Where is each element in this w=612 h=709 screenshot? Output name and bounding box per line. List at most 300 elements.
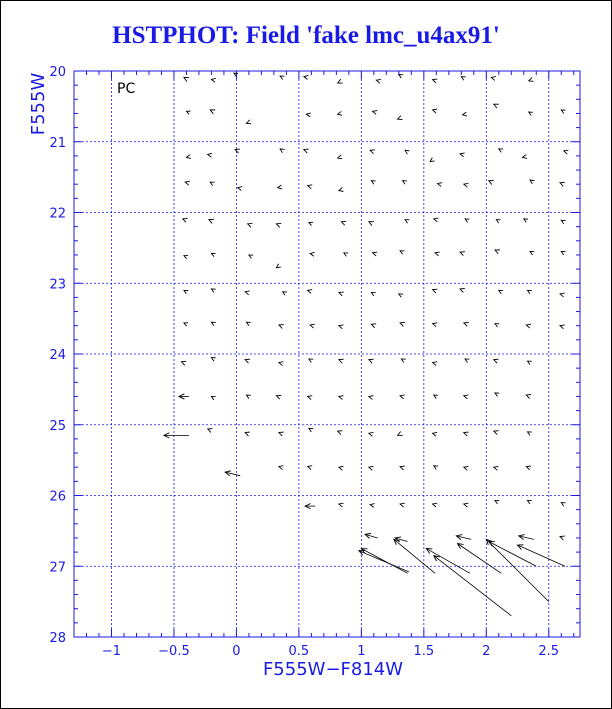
vector-head: [279, 362, 284, 366]
vector-head: [438, 183, 443, 187]
offset-vector: [185, 181, 190, 185]
vector-head: [464, 395, 469, 399]
vector-head: [494, 431, 499, 435]
offset-vector: [208, 429, 213, 433]
offset-vector: [238, 187, 242, 191]
vector-head: [339, 325, 344, 329]
vector-head: [561, 503, 565, 507]
offset-vector: [464, 183, 469, 187]
offset-vector: [496, 220, 500, 224]
offset-vector: [308, 290, 313, 294]
vector-head: [524, 219, 528, 223]
offset-vector: [561, 110, 565, 114]
vector-head: [339, 187, 344, 191]
offset-vector: [276, 264, 280, 268]
vector-head: [245, 432, 250, 436]
vector-head: [339, 396, 344, 400]
offset-vector: [246, 395, 250, 399]
vector-head: [528, 290, 532, 294]
offset-vector: [245, 291, 250, 295]
vector-head: [184, 290, 188, 294]
offset-vector: [371, 324, 376, 328]
offset-vector: [564, 150, 569, 154]
y-tick-label: 22: [49, 206, 66, 222]
offset-vector: [495, 393, 499, 397]
vector-head: [276, 223, 281, 227]
offset-vector: [526, 395, 531, 399]
vector-head: [370, 150, 375, 154]
vector-head: [209, 220, 214, 224]
offset-vector: [279, 432, 284, 436]
offset-vector: [211, 253, 215, 256]
vector-head: [184, 256, 188, 259]
chart-title: HSTPHOT: Field 'fake lmc_u4ax91': [112, 22, 500, 49]
vector-head: [523, 155, 527, 159]
vector-head: [433, 362, 438, 366]
grid-lines: [74, 71, 580, 637]
offset-vector: [341, 221, 346, 225]
vector-head: [433, 503, 438, 507]
vector-head: [249, 255, 253, 259]
offset-vector: [464, 466, 469, 470]
offset-vector: [426, 549, 470, 574]
offset-vector: [465, 219, 469, 223]
vector-head: [494, 104, 499, 108]
vector-head: [279, 466, 284, 470]
vector-head: [186, 111, 190, 114]
offset-vector: [400, 466, 405, 470]
offset-vector: [276, 223, 281, 227]
vector-head: [371, 324, 376, 328]
vector-head: [494, 466, 499, 470]
vector-head: [369, 359, 374, 363]
vector-head: [211, 396, 215, 400]
offset-vector: [530, 251, 534, 255]
vector-head: [308, 290, 313, 294]
offset-vector: [499, 149, 503, 153]
offset-vector: [310, 324, 315, 328]
y-tick-label: 25: [49, 418, 66, 434]
vector-head: [338, 155, 343, 159]
vector-head: [304, 75, 308, 79]
vector-head: [494, 359, 499, 363]
offset-vector: [398, 116, 403, 120]
vector-head: [211, 322, 215, 326]
vector-head: [308, 466, 313, 470]
vector-head: [433, 289, 438, 293]
offset-vector: [434, 466, 438, 470]
offset-vector: [395, 537, 407, 542]
x-tick-label: 2.5: [538, 644, 560, 659]
offset-vector: [528, 432, 532, 436]
offset-vector: [405, 220, 409, 224]
offset-vector: [304, 75, 308, 79]
vector-head: [403, 181, 407, 185]
chip-label: PC: [117, 81, 136, 97]
offset-vector: [245, 432, 250, 436]
vector-head: [376, 79, 381, 83]
offset-vectors: [164, 73, 568, 616]
offset-vector: [495, 324, 499, 328]
x-tick-label: 1.5: [413, 644, 435, 659]
vector-head: [211, 289, 215, 293]
vector-shaft: [361, 549, 407, 574]
offset-vector: [338, 79, 343, 83]
offset-vector: [495, 500, 499, 504]
offset-vector: [430, 158, 434, 162]
vector-head: [245, 291, 250, 295]
offset-vector: [309, 428, 313, 432]
vector-head: [339, 466, 344, 470]
vector-head: [208, 429, 213, 433]
vector-head: [499, 290, 503, 294]
vector-head: [373, 252, 378, 256]
offset-vector: [399, 75, 403, 79]
offset-vector: [245, 359, 250, 363]
offset-vector: [209, 220, 214, 224]
offset-vector: [338, 155, 343, 159]
vector-head: [310, 252, 314, 256]
offset-vector: [399, 294, 403, 298]
vector-head: [400, 503, 405, 507]
offset-vector: [405, 150, 409, 154]
vector-head: [405, 220, 409, 224]
offset-vector: [338, 111, 342, 115]
offset-vector: [400, 322, 405, 326]
offset-vector: [373, 252, 378, 256]
vector-head: [463, 112, 467, 116]
vector-head: [371, 292, 375, 296]
vector-head: [528, 500, 532, 504]
offset-vector: [519, 535, 534, 540]
vector-head: [245, 359, 250, 363]
vector-head: [369, 396, 374, 400]
offset-vector: [560, 293, 565, 297]
vector-head: [208, 153, 212, 157]
y-tick-label: 20: [49, 65, 66, 80]
offset-vector: [433, 503, 438, 507]
offset-vector: [400, 503, 405, 507]
x-tick-label: −1: [101, 644, 122, 659]
offset-vector: [305, 504, 315, 509]
vector-head: [283, 292, 287, 296]
offset-vector: [464, 322, 469, 326]
offset-vector: [433, 109, 438, 113]
offset-vector: [370, 150, 375, 154]
vector-head: [489, 181, 494, 185]
offset-vector: [276, 395, 281, 399]
vector-head: [279, 432, 284, 436]
offset-vector: [309, 359, 313, 363]
vector-head: [304, 149, 309, 153]
vector-head: [526, 395, 531, 399]
vector-head: [235, 149, 240, 153]
vector-head: [465, 359, 469, 363]
vector-head: [430, 158, 434, 162]
axes: [49, 65, 580, 659]
vector-head: [280, 76, 284, 80]
offset-vector: [499, 290, 503, 294]
vector-head: [339, 503, 344, 507]
vector-head: [461, 77, 465, 81]
vector-head: [491, 77, 496, 81]
offset-vector: [464, 432, 469, 436]
offset-vector: [434, 218, 439, 222]
offset-vector: [369, 396, 374, 400]
vector-head: [528, 361, 532, 365]
x-tick-label: 1: [357, 644, 366, 659]
offset-vector: [494, 359, 499, 363]
offset-vector: [434, 556, 511, 616]
offset-vector: [359, 550, 409, 572]
offset-vector: [456, 535, 471, 540]
offset-vector: [211, 322, 215, 326]
vector-head: [495, 250, 500, 254]
vector-head: [499, 149, 503, 153]
vector-head: [280, 149, 284, 153]
offset-vector: [339, 396, 344, 400]
x-tick-label: −0.5: [158, 644, 190, 659]
vector-head: [433, 79, 438, 83]
offset-vector: [560, 536, 565, 540]
offset-vector: [339, 466, 344, 470]
offset-vector: [461, 77, 465, 81]
vector-head: [308, 185, 313, 189]
vector-head: [561, 110, 565, 114]
offset-vector: [344, 253, 348, 257]
vector-head: [434, 395, 438, 399]
vector-head: [341, 221, 346, 225]
offset-vector: [486, 539, 548, 601]
vector-head: [464, 466, 469, 470]
vector-head: [211, 253, 215, 256]
offset-vector: [464, 395, 469, 399]
offset-vector: [434, 395, 438, 399]
offset-vector: [211, 396, 215, 400]
offset-vector: [308, 185, 313, 189]
offset-vector: [400, 395, 405, 399]
offset-vector: [373, 111, 378, 115]
vector-head: [308, 396, 313, 400]
x-axis-label: F555W−F814W: [262, 659, 404, 680]
offset-vector: [310, 252, 314, 256]
offset-vector: [438, 183, 443, 187]
offset-vector: [460, 252, 465, 256]
vector-head: [564, 150, 569, 154]
offset-vector: [184, 256, 188, 259]
offset-vector: [365, 533, 377, 538]
offset-vector: [211, 78, 215, 82]
vector-head: [210, 182, 214, 186]
vector-head: [309, 428, 313, 432]
offset-vector: [208, 153, 212, 157]
offset-vector: [279, 466, 284, 470]
offset-vector: [526, 324, 531, 328]
offset-vector: [304, 149, 309, 153]
vector-head: [401, 359, 405, 363]
vector-head: [433, 432, 438, 436]
offset-vector: [339, 325, 344, 329]
offset-vector: [523, 155, 527, 159]
offset-vector: [371, 292, 375, 296]
vector-head: [560, 293, 565, 297]
x-tick-label: 2: [482, 644, 491, 659]
offset-vector: [211, 289, 215, 293]
offset-vector: [489, 541, 536, 566]
vector-head: [434, 218, 439, 222]
offset-vector: [376, 79, 381, 83]
offset-vector: [400, 251, 404, 255]
offset-vector: [225, 471, 240, 476]
vector-head: [370, 504, 374, 508]
offset-vector: [309, 222, 313, 225]
y-tick-label: 21: [49, 135, 66, 151]
vector-head: [399, 75, 403, 79]
vector-head: [464, 322, 469, 326]
offset-vector: [249, 255, 253, 259]
offset-vector: [529, 77, 534, 81]
offset-vector: [433, 79, 438, 83]
offset-vector: [435, 252, 440, 256]
vector-head: [369, 466, 374, 470]
x-tick-label: 0: [232, 644, 241, 659]
offset-vector: [280, 149, 284, 153]
offset-vector: [371, 181, 375, 185]
offset-vector: [339, 503, 344, 507]
offset-vector: [369, 222, 374, 226]
vector-shaft: [518, 545, 565, 566]
vector-head: [526, 466, 531, 470]
offset-vector: [460, 288, 465, 292]
vector-head: [464, 503, 469, 507]
vector-shaft: [486, 539, 548, 601]
vector-head: [184, 323, 188, 326]
vector-head: [495, 393, 499, 397]
offset-vector: [401, 359, 405, 363]
offset-vector: [186, 155, 190, 159]
vector-head: [435, 252, 440, 256]
offset-vector: [528, 290, 532, 294]
offset-vector: [339, 292, 344, 296]
offset-vector: [495, 250, 500, 254]
vector-head: [246, 120, 251, 124]
vector-head: [338, 111, 342, 115]
vector-head: [434, 466, 438, 470]
vector-head: [460, 252, 465, 256]
vector-head: [276, 264, 280, 268]
vector-head: [460, 153, 465, 157]
offset-vector: [460, 153, 465, 157]
vector-head: [433, 109, 438, 113]
offset-vector: [338, 431, 343, 435]
offset-vector: [526, 466, 531, 470]
vector-head: [185, 181, 190, 185]
vector-head: [344, 253, 348, 257]
offset-vector: [235, 149, 240, 153]
vector-shaft: [359, 551, 409, 572]
vector-head: [405, 150, 409, 154]
vector-head: [530, 180, 534, 184]
vector-head: [276, 395, 281, 399]
offset-vector: [530, 180, 534, 184]
offset-vector: [528, 361, 532, 365]
vector-head: [246, 322, 250, 326]
vector-head: [400, 395, 405, 399]
offset-vector: [308, 396, 313, 400]
offset-vector: [464, 503, 469, 507]
y-tick-label: 27: [49, 560, 66, 576]
vector-head: [278, 185, 282, 189]
vector-head: [306, 113, 310, 117]
vector-head: [338, 431, 343, 435]
vector-head: [526, 324, 531, 328]
offset-vector: [278, 185, 282, 189]
offset-vector: [561, 220, 565, 224]
offset-vector: [403, 181, 407, 185]
vector-head: [210, 110, 215, 114]
offset-vector: [494, 431, 499, 435]
offset-vector: [369, 466, 374, 470]
vector-head: [560, 536, 565, 540]
offset-vector: [211, 358, 215, 362]
offset-vector: [524, 219, 528, 223]
vector-head: [246, 395, 250, 399]
vector-shaft: [489, 541, 536, 566]
vector-head: [310, 324, 315, 328]
offset-vector: [179, 394, 189, 399]
vector-head: [248, 223, 253, 227]
offset-vector: [248, 223, 253, 227]
vector-head: [279, 325, 284, 329]
vector-head: [183, 218, 188, 222]
offset-vector: [339, 187, 344, 191]
x-tick-label: 0.5: [288, 644, 310, 659]
y-tick-label: 23: [49, 277, 66, 293]
y-tick-label: 24: [49, 348, 66, 363]
offset-vector: [494, 104, 499, 108]
offset-vector: [184, 290, 188, 294]
offset-vector: [210, 110, 215, 114]
offset-vector: [369, 359, 374, 363]
offset-vector: [561, 503, 565, 507]
offset-vector: [491, 77, 496, 81]
vector-head: [400, 322, 405, 326]
offset-vector: [183, 218, 188, 222]
offset-vector: [339, 359, 344, 363]
offset-vector: [518, 545, 565, 566]
offset-vector: [433, 432, 438, 436]
offset-vector: [463, 112, 467, 116]
offset-vector: [529, 112, 533, 115]
vector-head: [400, 466, 405, 470]
vector-head: [561, 251, 565, 255]
offset-vector: [369, 432, 374, 436]
vector-head: [369, 222, 374, 226]
vector-head: [433, 323, 438, 327]
vector-head: [458, 544, 464, 549]
offset-vector: [186, 111, 190, 114]
offset-vector: [361, 549, 407, 574]
offset-vector: [210, 182, 214, 186]
offset-vector: [561, 251, 565, 255]
offset-vector: [279, 362, 284, 366]
y-tick-label: 28: [49, 631, 66, 646]
vector-head: [338, 79, 343, 83]
vector-head: [529, 112, 533, 115]
offset-vector: [184, 77, 189, 81]
vector-head: [309, 222, 313, 225]
vector-head: [371, 181, 375, 185]
